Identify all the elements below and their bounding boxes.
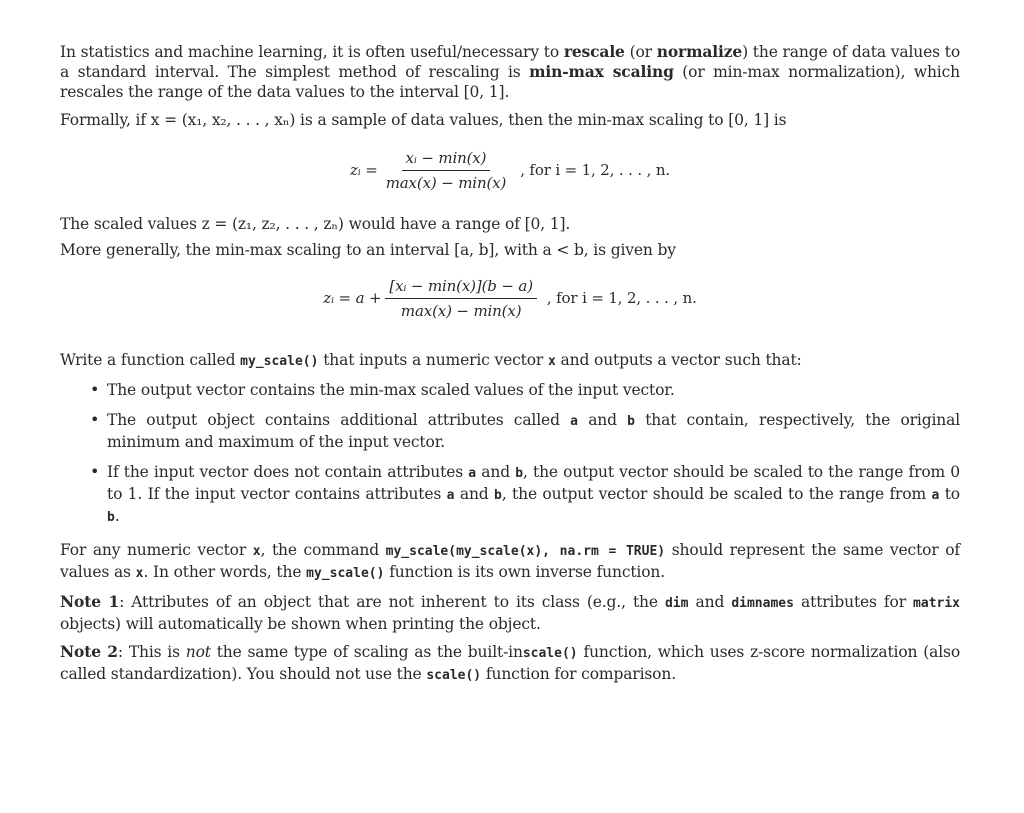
formula-unit-scaling [60, 146, 960, 194]
bullet-2-text-3: that contain, respectively, the original minimum and maximum of the input vector. [107, 411, 961, 451]
code-b: b [515, 466, 524, 481]
code-a: a [468, 466, 477, 481]
bullet-3-text-1: If the input vector does not contain attributes [107, 463, 469, 481]
code-a: a [446, 488, 455, 503]
inverse-text-2: , the command [260, 541, 386, 559]
scaled-values-paragraph: The scaled values z = (z₁, z₂, . . . , zₙ) would have a range of [0, 1]. [60, 215, 571, 233]
code-my-scale: my_scale() [240, 354, 319, 369]
code-scale: scale() [426, 668, 482, 683]
formula2-denominator: max(x) − min(x) [400, 301, 522, 320]
code-b: b [494, 488, 502, 503]
bullet-3-text-5: , the output vector should be scaled to the range from [501, 485, 932, 503]
formula1-denominator: max(x) − min(x) [385, 173, 507, 192]
bullet-3-text-7: . [114, 507, 120, 525]
code-x: x [547, 354, 556, 369]
requirements-list [60, 380, 960, 528]
inverse-text-1: For any numeric vector [60, 541, 253, 559]
formula1-numerator: xᵢ − min(x) [402, 148, 491, 171]
list-item [60, 410, 960, 452]
inverse-paragraph [60, 540, 960, 584]
task-text-1: Write a function called [60, 351, 241, 369]
inverse-text-3: should represent the same vector of values as [60, 541, 960, 581]
note-2-text-3: function, which uses z-score normalization (also called standardization). You should not use the [60, 643, 960, 683]
code-a: a [570, 414, 578, 429]
list-item [60, 462, 960, 528]
note-2-text-4: function for comparison. [481, 665, 676, 683]
document-page [60, 42, 960, 686]
code-scale: scale() [522, 646, 578, 661]
formula1-lhs: zᵢ = [350, 161, 378, 179]
formula2-condition: , for i = 1, 2, . . . , n. [546, 289, 697, 307]
intro-text-2: (or [624, 43, 657, 61]
term-normalize: normalize [656, 42, 743, 61]
inverse-text-4: . In other words, the [143, 563, 307, 581]
bullet-1-text: The output vector contains the min-max scaled values of the input vector. [107, 381, 675, 399]
inverse-text-5: function is its own inverse function. [384, 563, 666, 581]
note-1 [60, 592, 960, 634]
bullet-3-text-2: and [476, 463, 516, 481]
bullet-3-text-4: and [454, 485, 494, 503]
intro-text-3: ) the range of data values to a standard interval. The simplest method of rescaling is [60, 43, 961, 81]
task-text-2: that inputs a numeric vector [318, 351, 548, 369]
note-1-label: Note 1 [60, 592, 120, 611]
note-2-text-1: : This is [117, 643, 186, 661]
formula2-fraction [385, 276, 537, 321]
intro-text-1: In statistics and machine learning, it is often useful/necessary to [60, 43, 564, 61]
code-matrix: matrix [913, 596, 961, 611]
bullet-3-text-3: , the output vector should be scaled to the range from 0 to 1. If the input vector contains attributes [107, 463, 961, 503]
bullet-2-text-1: The output object contains additional attributes called [107, 411, 571, 429]
note-1-text-2: and [688, 593, 732, 611]
formula1-condition: , for i = 1, 2, . . . , n. [520, 161, 670, 179]
note-2 [60, 642, 960, 686]
note-1-text-1: : Attributes of an object that are not inherent to its class (e.g., the [119, 593, 665, 611]
code-x: x [252, 544, 261, 559]
term-min-max-scaling: min-max scaling [529, 62, 674, 81]
formula2-lhs: zᵢ = a + [323, 289, 382, 307]
formula2-numerator: [xᵢ − min(x)](b − a) [385, 276, 537, 299]
note-2-text-2: the same type of scaling as the built-in [210, 643, 523, 661]
task-text-3: and outputs a vector such that: [555, 351, 802, 369]
bullet-2-text-2: and [577, 411, 628, 429]
code-my-scale: my_scale() [306, 566, 385, 581]
code-x: x [135, 566, 144, 581]
code-b: b [107, 510, 115, 525]
note-1-text-3: attributes for [793, 593, 914, 611]
note-2-emphasis-not: not [185, 643, 211, 661]
general-scaling-paragraph: More generally, the min-max scaling to an interval [a, b], with a < b, is given by [60, 241, 676, 259]
note-2-label: Note 2 [60, 642, 118, 661]
task-paragraph [60, 350, 960, 372]
term-rescale: rescale [563, 42, 625, 61]
formal-definition: Formally, if x = (x₁, x₂, . . . , xₙ) is a sample of data values, then the min-max scaling to [0, 1] is [60, 111, 787, 129]
formula1-fraction [382, 148, 511, 193]
note-1-text-4: objects) will automatically be shown when printing the object. [60, 615, 541, 633]
list-item [60, 380, 960, 400]
code-dim: dim [664, 596, 689, 611]
formula-general-scaling [60, 274, 960, 322]
code-a: a [931, 488, 940, 503]
intro-paragraph [60, 42, 960, 102]
code-dimnames: dimnames [731, 596, 794, 611]
bullet-3-text-6: to [939, 485, 960, 503]
intro-text-4: (or min-max normalization), which rescales the range of the data values to the interval [0, 1]. [60, 63, 960, 101]
code-b: b [627, 414, 635, 429]
code-command: my_scale(my_scale(x), na.rm = TRUE) [385, 544, 666, 559]
